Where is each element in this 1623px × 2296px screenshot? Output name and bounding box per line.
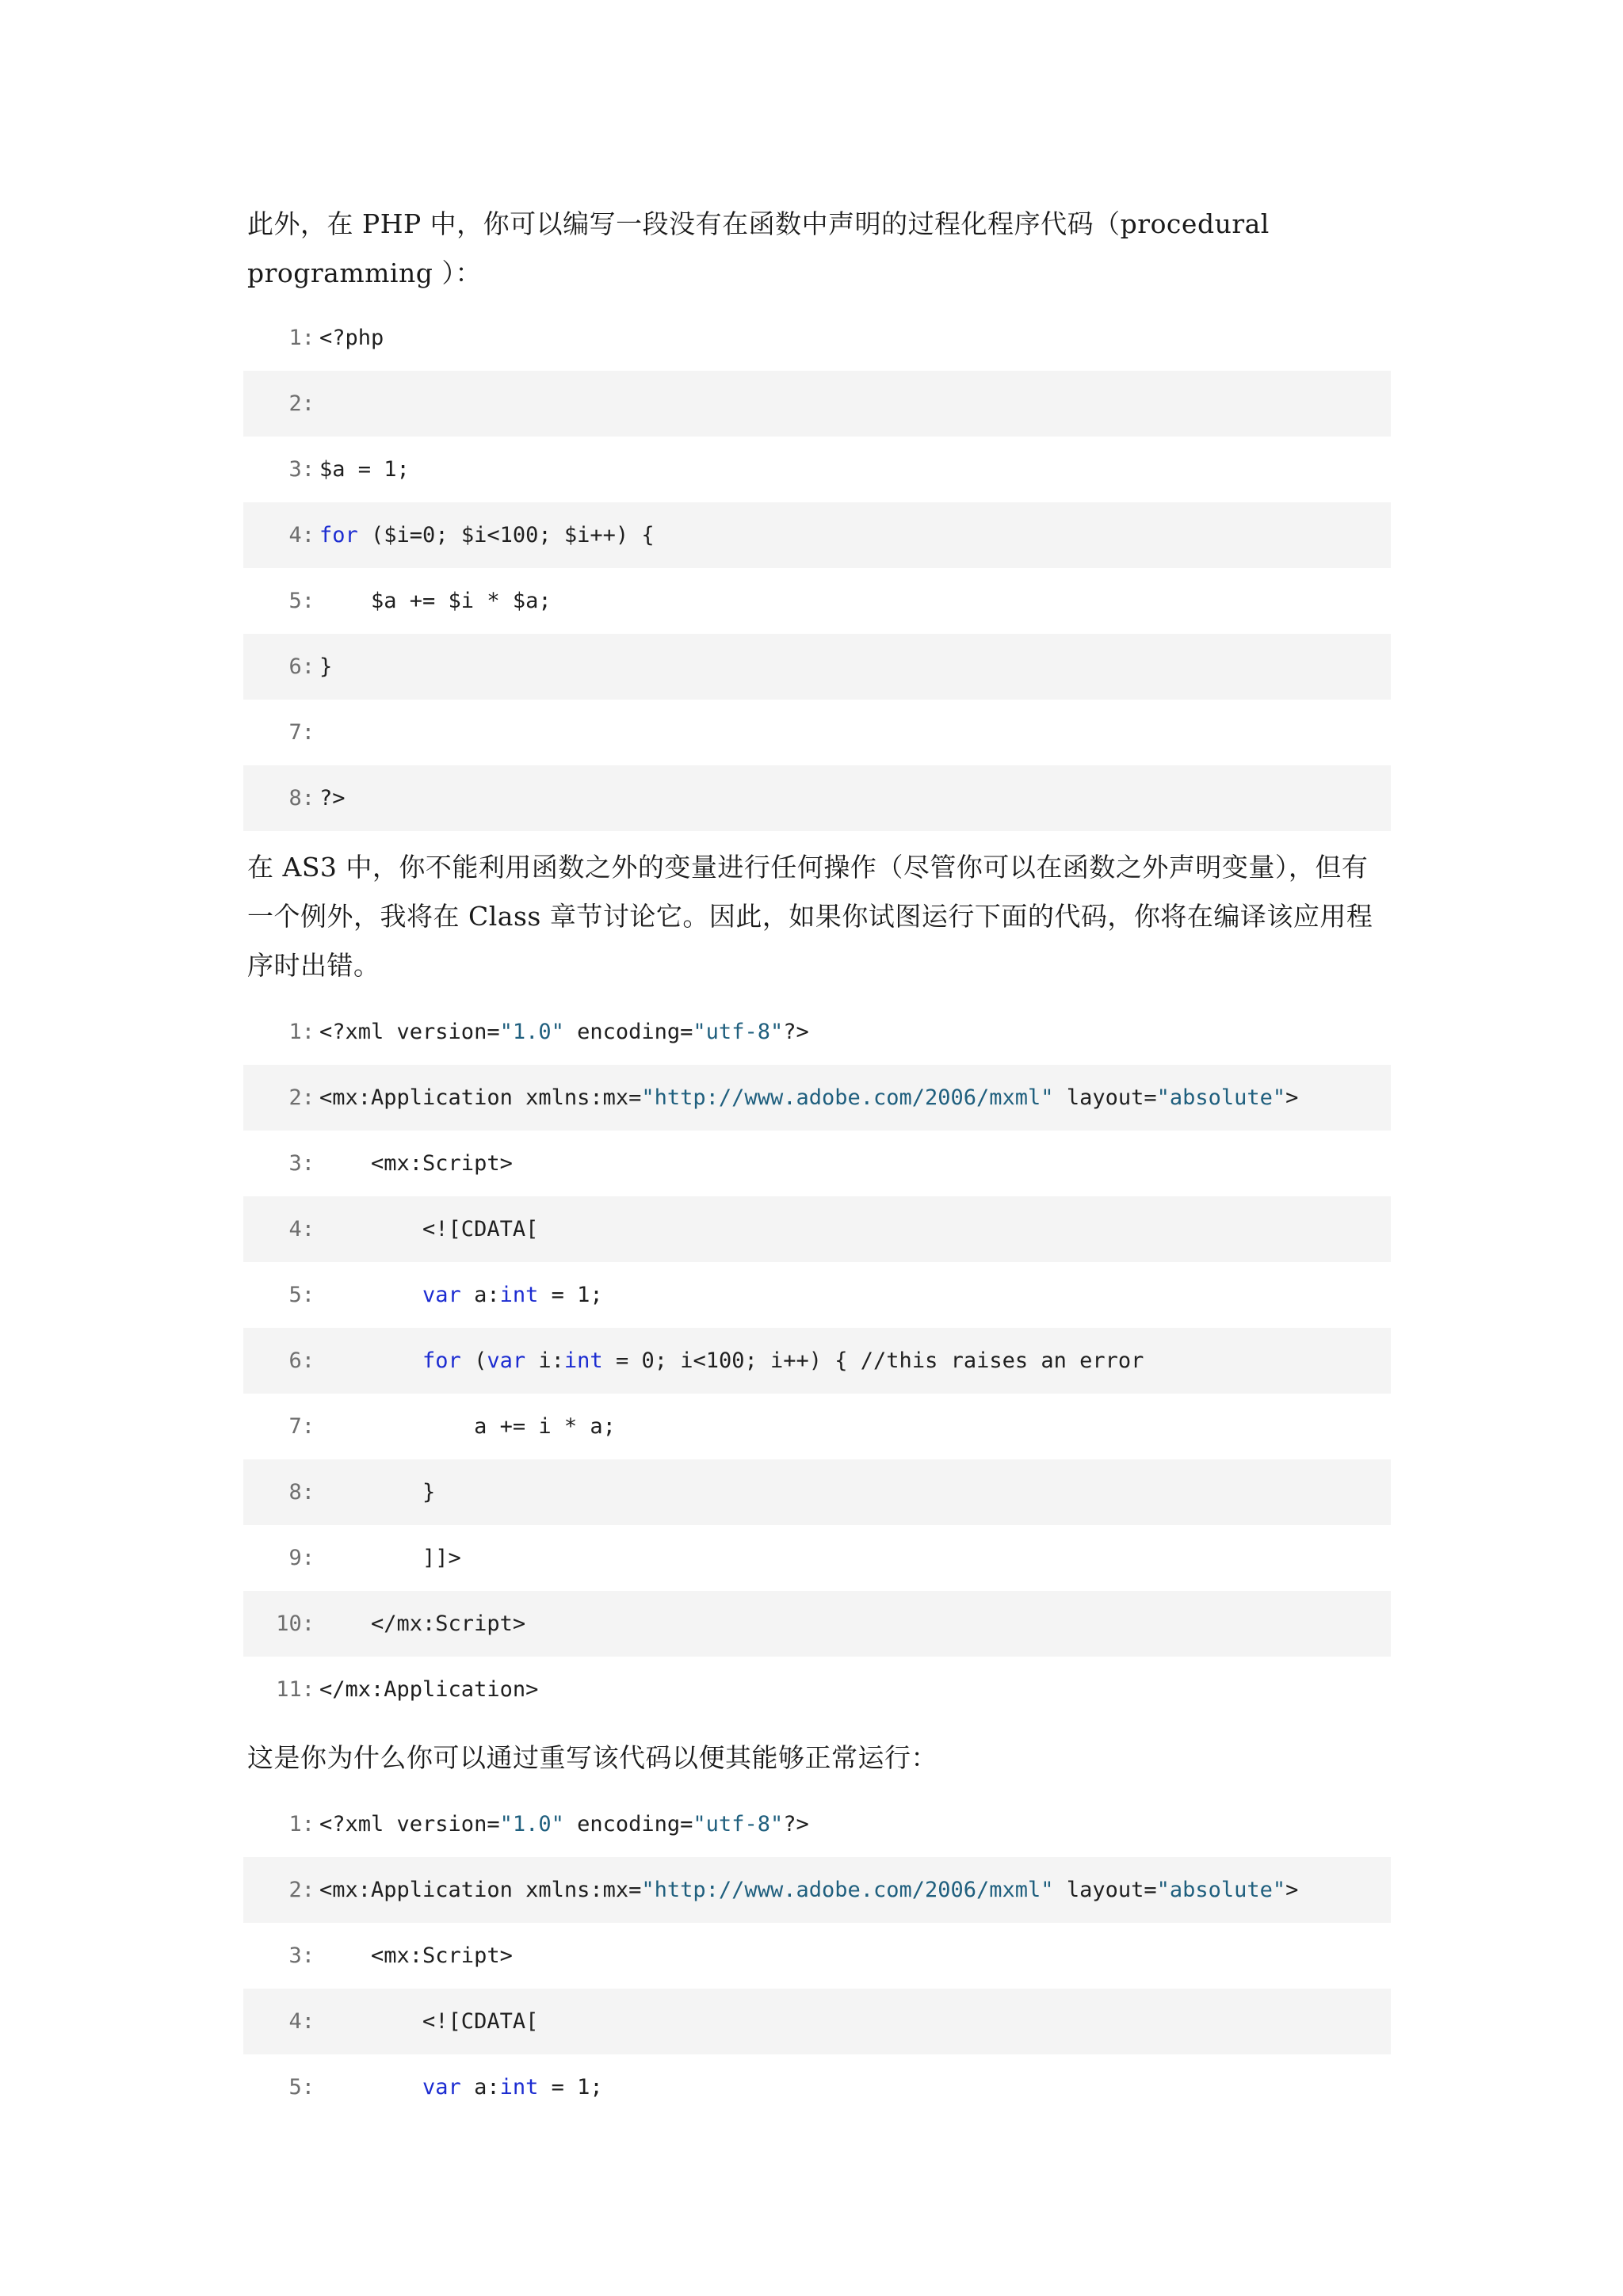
code-token: ?> xyxy=(783,1812,809,1836)
code-text xyxy=(319,1525,461,1591)
code-line xyxy=(243,371,1391,437)
code-text xyxy=(319,305,384,371)
code-token: <?php xyxy=(319,326,384,350)
code-token: a += i * a; xyxy=(319,1414,616,1439)
code-token: a: xyxy=(460,1283,500,1307)
code-token: ]]> xyxy=(319,1546,461,1570)
code-string: "utf-8" xyxy=(693,1020,784,1044)
code-token: > xyxy=(1285,1085,1299,1110)
code-keyword: var xyxy=(487,1348,526,1373)
code-token: <mx:Script> xyxy=(319,1151,513,1176)
code-text xyxy=(319,1262,603,1328)
paragraph-as3-restriction: 在 AS3 中，你不能利用函数之外的变量进行任何操作（尽管你可以在函数之外声明变量），但有一个例外，我将在 Class 章节讨论它。因此，如果你试图运行下面的代码，你将在编译该应用程序时出错。 xyxy=(247,852,1373,981)
line-number: 2: xyxy=(288,1085,315,1110)
code-line xyxy=(243,1459,1391,1525)
code-token: i: xyxy=(525,1348,564,1373)
paragraph-rewrite-intro: 这是你为什么你可以通过重写该代码以便其能够正常运行： xyxy=(247,1742,938,1773)
line-number: 6: xyxy=(288,1348,315,1373)
code-keyword: var xyxy=(422,2075,461,2100)
line-number: 1: xyxy=(288,326,315,350)
code-string: "http://www.adobe.com/2006/mxml" xyxy=(641,1878,1054,1902)
code-keyword: int xyxy=(563,1348,603,1373)
code-line xyxy=(243,700,1391,765)
code-text xyxy=(319,999,809,1065)
code-token: <![CDATA[ xyxy=(319,1217,539,1241)
line-number: 3: xyxy=(288,1943,315,1968)
code-string: "absolute" xyxy=(1156,1085,1286,1110)
code-line xyxy=(243,568,1391,634)
line-number: 8: xyxy=(288,1480,315,1505)
code-token: layout= xyxy=(1053,1085,1157,1110)
code-token: ?> xyxy=(319,786,346,810)
line-number: 6: xyxy=(288,654,315,679)
code-line xyxy=(243,1196,1391,1262)
line-number: 1: xyxy=(288,1812,315,1836)
code-line xyxy=(243,502,1391,568)
code-line xyxy=(243,1791,1391,1857)
code-token: = 1; xyxy=(538,1283,603,1307)
code-string: "http://www.adobe.com/2006/mxml" xyxy=(641,1085,1054,1110)
code-block-as3-error xyxy=(243,999,1391,1722)
code-token: encoding= xyxy=(563,1020,693,1044)
code-token: layout= xyxy=(1053,1878,1157,1902)
code-text xyxy=(319,1857,1298,1923)
code-text xyxy=(319,437,410,502)
code-keyword: for xyxy=(422,1348,461,1373)
code-token: = 1; xyxy=(538,2075,603,2100)
line-number: 10: xyxy=(276,1611,315,1636)
code-token: ( xyxy=(460,1348,487,1373)
line-number: 11: xyxy=(276,1677,315,1702)
code-line xyxy=(243,2054,1391,2120)
code-line xyxy=(243,1262,1391,1328)
line-number: 3: xyxy=(288,457,315,482)
code-token: <![CDATA[ xyxy=(319,2009,539,2034)
code-text xyxy=(319,1328,1144,1394)
code-block-php xyxy=(243,305,1391,831)
code-token: $a += $i * $a; xyxy=(319,589,552,613)
line-number: 8: xyxy=(288,786,315,810)
line-number: 5: xyxy=(288,589,315,613)
code-line xyxy=(243,1591,1391,1657)
code-text xyxy=(319,502,655,568)
code-keyword: int xyxy=(499,2075,539,2100)
code-line xyxy=(243,634,1391,700)
code-text xyxy=(319,1591,525,1657)
code-text xyxy=(319,1394,616,1459)
code-token: > xyxy=(1285,1878,1299,1902)
code-line xyxy=(243,1923,1391,1989)
code-token: } xyxy=(319,1480,436,1505)
line-number: 5: xyxy=(288,2075,315,2100)
line-number: 2: xyxy=(288,391,315,416)
code-line xyxy=(243,1989,1391,2054)
code-text xyxy=(319,1791,809,1857)
code-line xyxy=(243,1328,1391,1394)
code-token: <?xml version= xyxy=(319,1812,500,1836)
code-token: <mx:Application xmlns:mx= xyxy=(319,1878,642,1902)
code-text xyxy=(319,568,552,634)
code-keyword: var xyxy=(422,1283,461,1307)
code-token: a: xyxy=(460,2075,500,2100)
code-token: encoding= xyxy=(563,1812,693,1836)
line-number: 7: xyxy=(288,720,315,745)
code-line xyxy=(243,1657,1391,1722)
code-text xyxy=(319,1131,513,1196)
code-text xyxy=(319,765,346,831)
code-line xyxy=(243,1857,1391,1923)
code-string: "utf-8" xyxy=(693,1812,784,1836)
code-text xyxy=(319,2054,603,2120)
paragraph-php-procedural: 此外，在 PHP 中，你可以编写一段没有在函数中声明的过程化程序代码（procedural programming ）： xyxy=(247,208,1270,288)
code-token: <mx:Script> xyxy=(319,1943,513,1968)
code-token: </mx:Script> xyxy=(319,1611,526,1636)
code-token: </mx:Application> xyxy=(319,1677,539,1702)
code-text xyxy=(319,1657,538,1722)
code-text xyxy=(319,1923,513,1989)
code-token: <?xml version= xyxy=(319,1020,500,1044)
line-number: 7: xyxy=(288,1414,315,1439)
code-line xyxy=(243,1525,1391,1591)
code-token: } xyxy=(319,654,333,679)
code-line xyxy=(243,437,1391,502)
code-line xyxy=(243,765,1391,831)
code-token: ?> xyxy=(783,1020,809,1044)
code-line xyxy=(243,1065,1391,1131)
code-token: <mx:Application xmlns:mx= xyxy=(319,1085,642,1110)
code-token xyxy=(319,1283,422,1307)
code-text xyxy=(319,1989,538,2054)
code-keyword: int xyxy=(499,1283,539,1307)
line-number: 3: xyxy=(288,1151,315,1176)
code-string: "absolute" xyxy=(1156,1878,1286,1902)
line-number: 5: xyxy=(288,1283,315,1307)
line-number: 1: xyxy=(288,1020,315,1044)
code-text xyxy=(319,634,332,700)
code-token: $a = 1; xyxy=(319,457,410,482)
code-text xyxy=(319,1065,1298,1131)
line-number: 4: xyxy=(288,1217,315,1241)
code-line xyxy=(243,1131,1391,1196)
code-string: "1.0" xyxy=(499,1020,564,1044)
code-keyword: for xyxy=(319,523,358,547)
code-line xyxy=(243,1394,1391,1459)
code-token: ($i=0; $i<100; $i++) { xyxy=(357,523,655,547)
code-string: "1.0" xyxy=(499,1812,564,1836)
code-text xyxy=(319,1459,435,1525)
code-token xyxy=(319,1348,422,1373)
line-number: 2: xyxy=(288,1878,315,1902)
line-number: 4: xyxy=(288,2009,315,2034)
code-token xyxy=(319,2075,422,2100)
code-block-as3-fixed xyxy=(243,1791,1391,2120)
code-line xyxy=(243,999,1391,1065)
code-text xyxy=(319,1196,538,1262)
code-token: = 0; i<100; i++) { //this raises an error xyxy=(602,1348,1144,1373)
line-number: 9: xyxy=(288,1546,315,1570)
line-number: 4: xyxy=(288,523,315,547)
code-line xyxy=(243,305,1391,371)
